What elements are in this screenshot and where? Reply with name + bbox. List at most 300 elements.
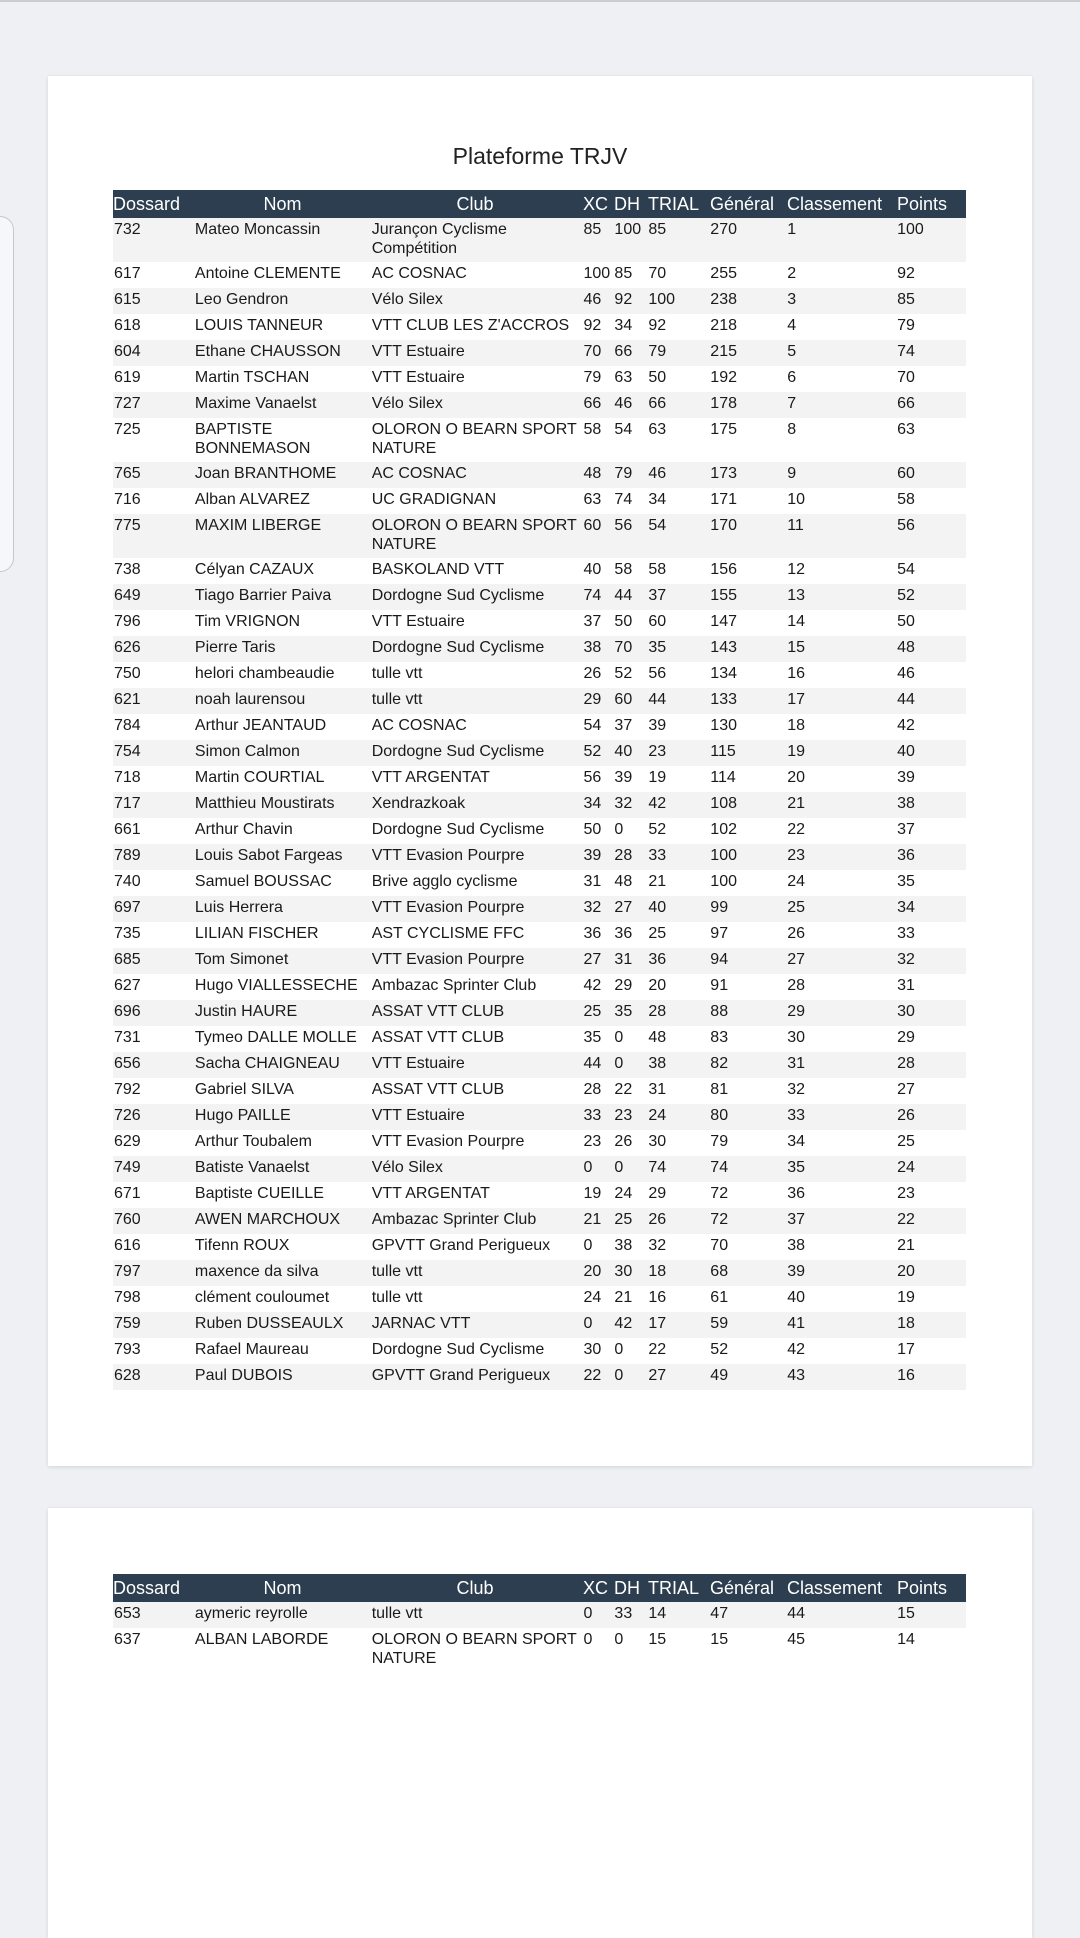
cell-trial: 34 <box>648 491 667 508</box>
cell-dh: 48 <box>614 873 633 890</box>
cell-dh: 24 <box>614 1185 633 1202</box>
table-row <box>113 662 966 688</box>
cell-classement: 39 <box>787 1263 805 1280</box>
cell-nom: Sacha CHAIGNEAU <box>194 1055 340 1072</box>
table-row <box>113 392 966 418</box>
cell-trial: 30 <box>648 1133 667 1150</box>
cell-general: 59 <box>710 1315 729 1332</box>
cell-nom: MAXIM LIBERGE <box>194 517 322 534</box>
cell-club: tulle vtt <box>371 1263 423 1280</box>
column-header-xc[interactable]: XC <box>583 1577 609 1598</box>
cell-classement: 45 <box>787 1631 805 1648</box>
cell-general: 130 <box>710 717 737 734</box>
cell-classement: 44 <box>787 1605 805 1622</box>
cell-classement: 21 <box>787 795 805 812</box>
cell-points: 39 <box>897 769 915 786</box>
column-header-points[interactable]: Points <box>897 1577 948 1598</box>
cell-dossard: 615 <box>114 291 141 308</box>
cell-xc: 70 <box>583 343 602 360</box>
cell-trial: 24 <box>648 1107 667 1124</box>
cell-points: 48 <box>897 639 915 656</box>
cell-general: 255 <box>710 265 737 282</box>
cell-trial: 27 <box>648 1367 667 1384</box>
cell-club: Jurançon Cyclisme Compétition <box>371 221 507 257</box>
cell-club: BASKOLAND VTT <box>371 561 505 578</box>
cell-general: 115 <box>710 743 736 760</box>
cell-trial: 54 <box>648 517 667 534</box>
cell-trial: 35 <box>648 639 667 656</box>
cell-points: 40 <box>897 743 915 760</box>
table-row <box>113 1000 966 1026</box>
cell-xc: 74 <box>583 587 602 604</box>
cell-general: 170 <box>710 517 737 534</box>
cell-general: 81 <box>710 1081 729 1098</box>
cell-classement: 35 <box>787 1159 805 1176</box>
cell-xc: 35 <box>583 1029 602 1046</box>
cell-points: 21 <box>897 1237 915 1254</box>
cell-dossard: 765 <box>114 465 141 482</box>
cell-classement: 25 <box>787 899 805 916</box>
cell-dossard: 629 <box>114 1133 141 1150</box>
cell-dossard: 750 <box>114 665 141 682</box>
cell-dossard: 656 <box>114 1055 141 1072</box>
cell-xc: 33 <box>583 1107 602 1124</box>
cell-classement: 28 <box>787 977 805 994</box>
cell-club: Ambazac Sprinter Club <box>371 1211 537 1228</box>
cell-classement: 20 <box>787 769 805 786</box>
column-header-nom[interactable]: Nom <box>263 1577 302 1598</box>
cell-nom: noah laurensou <box>194 691 306 708</box>
table-row <box>113 418 966 462</box>
cell-general: 155 <box>710 587 737 604</box>
cell-classement: 17 <box>787 691 805 708</box>
cell-club: ASSAT VTT CLUB <box>371 1029 505 1046</box>
cell-nom: Ruben DUSSEAULX <box>194 1315 344 1332</box>
cell-xc: 48 <box>583 465 602 482</box>
cell-dossard: 671 <box>114 1185 141 1202</box>
cell-classement: 9 <box>787 465 797 482</box>
cell-dh: 0 <box>614 1367 624 1384</box>
cell-dh: 46 <box>614 395 633 412</box>
cell-dh: 35 <box>614 1003 633 1020</box>
cell-trial: 33 <box>648 847 667 864</box>
column-header-trial[interactable]: TRIAL <box>648 193 700 214</box>
cell-xc: 46 <box>583 291 602 308</box>
cell-classement: 43 <box>787 1367 805 1384</box>
cell-xc: 28 <box>583 1081 602 1098</box>
cell-points: 31 <box>897 977 915 994</box>
cell-trial: 25 <box>648 925 667 942</box>
cell-trial: 52 <box>648 821 667 838</box>
cell-classement: 1 <box>787 221 797 238</box>
cell-dossard: 619 <box>114 369 141 386</box>
cell-general: 79 <box>710 1133 729 1150</box>
column-header-points[interactable]: Points <box>897 193 948 214</box>
cell-club: GPVTT Grand Perigueux <box>371 1237 551 1254</box>
cell-xc: 79 <box>583 369 602 386</box>
cell-dh: 38 <box>614 1237 633 1254</box>
cell-dh: 25 <box>614 1211 633 1228</box>
cell-club: Dordogne Sud Cyclisme <box>371 743 545 760</box>
cell-xc: 50 <box>583 821 602 838</box>
cell-dh: 50 <box>614 613 633 630</box>
column-header-general[interactable]: Général <box>710 193 775 214</box>
cell-trial: 38 <box>648 1055 667 1072</box>
cell-dossard: 717 <box>114 795 141 812</box>
cell-trial: 16 <box>648 1289 667 1306</box>
cell-dh: 54 <box>614 421 633 438</box>
cell-nom: Antoine CLEMENTE <box>194 265 341 282</box>
cell-classement: 10 <box>787 491 805 508</box>
cell-general: 97 <box>710 925 729 942</box>
cell-general: 83 <box>710 1029 729 1046</box>
cell-xc: 44 <box>583 1055 602 1072</box>
cell-dossard: 718 <box>114 769 141 786</box>
cell-general: 134 <box>710 665 737 682</box>
cell-general: 192 <box>710 369 737 386</box>
cell-dossard: 754 <box>114 743 141 760</box>
cell-trial: 36 <box>648 951 667 968</box>
cell-club: Dordogne Sud Cyclisme <box>371 587 545 604</box>
cell-nom: Célyan CAZAUX <box>194 561 315 578</box>
table-row <box>113 1286 966 1312</box>
cell-dossard: 725 <box>114 421 141 438</box>
cell-dh: 27 <box>614 899 633 916</box>
cell-xc: 40 <box>583 561 602 578</box>
cell-general: 173 <box>710 465 737 482</box>
cell-points: 44 <box>897 691 915 708</box>
cell-general: 80 <box>710 1107 729 1124</box>
cell-general: 70 <box>710 1237 729 1254</box>
cell-xc: 20 <box>583 1263 602 1280</box>
cell-club: Xendrazkoak <box>371 795 466 812</box>
cell-dh: 66 <box>614 343 633 360</box>
document-page-2 <box>48 1508 1032 1938</box>
cell-dh: 60 <box>614 691 633 708</box>
cell-dh: 28 <box>614 847 633 864</box>
cell-points: 100 <box>897 221 924 238</box>
cell-xc: 34 <box>583 795 602 812</box>
cell-nom: Mateo Moncassin <box>194 221 321 238</box>
table-row <box>113 514 966 558</box>
cell-dh: 0 <box>614 1341 624 1358</box>
table-row <box>113 366 966 392</box>
cell-points: 27 <box>897 1081 915 1098</box>
cell-nom: maxence da silva <box>194 1263 319 1280</box>
cell-trial: 66 <box>648 395 667 412</box>
table-row <box>113 844 966 870</box>
column-header-general[interactable]: Général <box>710 1577 775 1598</box>
cell-points: 85 <box>897 291 915 308</box>
column-header-classement[interactable]: Classement <box>787 193 883 214</box>
column-header-dossard[interactable]: Dossard <box>113 1577 181 1598</box>
cell-nom: AWEN MARCHOUX <box>194 1211 341 1228</box>
cell-xc: 30 <box>583 1341 602 1358</box>
table-row <box>113 792 966 818</box>
cell-trial: 37 <box>648 587 667 604</box>
cell-points: 66 <box>897 395 915 412</box>
cell-dh: 29 <box>614 977 633 994</box>
cell-xc: 85 <box>583 221 602 238</box>
cell-trial: 14 <box>648 1605 667 1622</box>
cell-general: 99 <box>710 899 729 916</box>
cell-points: 17 <box>897 1341 915 1358</box>
table-row <box>113 1338 966 1364</box>
cell-nom: Arthur Chavin <box>194 821 293 838</box>
cell-trial: 32 <box>648 1237 667 1254</box>
cell-general: 270 <box>710 221 737 238</box>
table-row <box>113 1260 966 1286</box>
cell-points: 24 <box>897 1159 915 1176</box>
cell-trial: 21 <box>648 873 667 890</box>
cell-dossard: 760 <box>114 1211 141 1228</box>
cell-dossard: 604 <box>114 343 141 360</box>
cell-classement: 11 <box>787 517 804 534</box>
table-row <box>113 818 966 844</box>
cell-dh: 36 <box>614 925 633 942</box>
cell-dh: 23 <box>614 1107 633 1124</box>
cell-xc: 27 <box>583 951 602 968</box>
cell-dossard: 696 <box>114 1003 141 1020</box>
cell-points: 52 <box>897 587 915 604</box>
cell-club: tulle vtt <box>371 691 423 708</box>
cell-dossard: 738 <box>114 561 141 578</box>
cell-nom: Pierre Taris <box>194 639 276 656</box>
cell-classement: 29 <box>787 1003 805 1020</box>
cell-dh: 33 <box>614 1605 633 1622</box>
cell-dh: 32 <box>614 795 633 812</box>
table-row <box>113 1104 966 1130</box>
table-row <box>113 288 966 314</box>
cell-nom: helori chambeaudie <box>194 665 335 682</box>
table-header <box>113 190 966 218</box>
table-row <box>113 1208 966 1234</box>
cell-club: AC COSNAC <box>371 717 467 734</box>
cell-dh: 0 <box>614 1029 624 1046</box>
cell-dh: 31 <box>614 951 633 968</box>
cell-nom: Louis Sabot Fargeas <box>194 847 343 864</box>
cell-trial: 56 <box>648 665 667 682</box>
table-row <box>113 1602 966 1628</box>
cell-xc: 58 <box>583 421 602 438</box>
column-header-club[interactable]: Club <box>456 193 494 214</box>
cell-general: 102 <box>710 821 737 838</box>
cell-classement: 15 <box>787 639 805 656</box>
cell-general: 82 <box>710 1055 729 1072</box>
column-header-club[interactable]: Club <box>456 1577 494 1598</box>
cell-dh: 70 <box>614 639 633 656</box>
cell-nom: Arthur Toubalem <box>194 1133 313 1150</box>
cell-xc: 22 <box>583 1367 602 1384</box>
cell-general: 147 <box>710 613 737 630</box>
table-row <box>113 974 966 1000</box>
cell-club: VTT Evasion Pourpre <box>371 899 525 916</box>
results-table-continued <box>113 1574 966 1672</box>
table-row <box>113 610 966 636</box>
cell-general: 61 <box>710 1289 729 1306</box>
column-header-dh[interactable]: DH <box>614 193 640 214</box>
cell-dossard: 626 <box>114 639 141 656</box>
cell-general: 49 <box>710 1367 729 1384</box>
table-row <box>113 896 966 922</box>
cell-general: 178 <box>710 395 737 412</box>
cell-dossard: 727 <box>114 395 141 412</box>
cell-nom: Luis Herrera <box>194 899 283 916</box>
cell-dossard: 731 <box>114 1029 141 1046</box>
cell-club: AST CYCLISME FFC <box>371 925 525 942</box>
table-row <box>113 1364 966 1390</box>
cell-classement: 42 <box>787 1341 805 1358</box>
cell-club: Dordogne Sud Cyclisme <box>371 1341 545 1358</box>
cell-general: 218 <box>710 317 737 334</box>
cell-dh: 26 <box>614 1133 633 1150</box>
table-row <box>113 1156 966 1182</box>
cell-trial: 23 <box>648 743 667 760</box>
cell-nom: Hugo PAILLE <box>194 1107 291 1124</box>
cell-points: 79 <box>897 317 915 334</box>
cell-dossard: 798 <box>114 1289 141 1306</box>
cell-dh: 58 <box>614 561 633 578</box>
cell-nom: Rafael Maureau <box>194 1341 309 1358</box>
cell-nom: Martin TSCHAN <box>194 369 310 386</box>
cell-nom: ALBAN LABORDE <box>194 1631 329 1648</box>
cell-club: OLORON O BEARN SPORT NATURE <box>371 517 577 553</box>
cell-xc: 23 <box>583 1133 602 1150</box>
cell-dossard: 735 <box>114 925 141 942</box>
cell-club: VTT Evasion Pourpre <box>371 951 525 968</box>
column-header-dh[interactable]: DH <box>614 1577 640 1598</box>
cell-club: VTT Evasion Pourpre <box>371 847 525 864</box>
cell-general: 47 <box>710 1605 729 1622</box>
cell-points: 32 <box>897 951 915 968</box>
cell-xc: 37 <box>583 613 602 630</box>
cell-xc: 19 <box>583 1185 602 1202</box>
cell-points: 74 <box>897 343 915 360</box>
cell-points: 30 <box>897 1003 915 1020</box>
table-row <box>113 558 966 584</box>
cell-dh: 0 <box>614 821 624 838</box>
column-header-dossard[interactable]: Dossard <box>113 193 181 214</box>
cell-xc: 31 <box>583 873 602 890</box>
cell-points: 92 <box>897 265 915 282</box>
cell-general: 143 <box>710 639 737 656</box>
cell-trial: 60 <box>648 613 667 630</box>
cell-trial: 19 <box>648 769 667 786</box>
cell-nom: Tom Simonet <box>194 951 289 968</box>
cell-dh: 0 <box>614 1159 624 1176</box>
cell-dossard: 775 <box>114 517 141 534</box>
cell-xc: 63 <box>583 491 602 508</box>
cell-classement: 3 <box>787 291 797 308</box>
cell-dh: 0 <box>614 1631 624 1648</box>
cell-xc: 100 <box>583 265 611 282</box>
column-header-classement[interactable]: Classement <box>787 1577 883 1598</box>
cell-trial: 22 <box>648 1341 667 1358</box>
table-row <box>113 766 966 792</box>
cell-general: 156 <box>710 561 737 578</box>
cell-classement: 33 <box>787 1107 805 1124</box>
cell-classement: 2 <box>787 265 797 282</box>
cell-classement: 19 <box>787 743 805 760</box>
cell-trial: 44 <box>648 691 667 708</box>
cell-nom: Alban ALVAREZ <box>194 491 310 508</box>
cell-xc: 38 <box>583 639 602 656</box>
cell-points: 19 <box>897 1289 915 1306</box>
cell-xc: 0 <box>583 1159 593 1176</box>
cell-dh: 56 <box>614 517 633 534</box>
cell-classement: 8 <box>787 421 797 438</box>
cell-club: VTT Estuaire <box>371 1107 465 1124</box>
cell-classement: 24 <box>787 873 805 890</box>
cell-club: VTT Estuaire <box>371 613 465 630</box>
cell-dh: 0 <box>614 1055 624 1072</box>
cell-club: UC GRADIGNAN <box>371 491 497 508</box>
cell-xc: 0 <box>583 1631 593 1648</box>
cell-points: 26 <box>897 1107 915 1124</box>
cell-dh: 100 <box>614 221 642 238</box>
table-row <box>113 740 966 766</box>
table-row <box>113 1182 966 1208</box>
cell-trial: 79 <box>648 343 667 360</box>
cell-club: VTT Estuaire <box>371 343 465 360</box>
cell-points: 50 <box>897 613 915 630</box>
cell-xc: 29 <box>583 691 602 708</box>
cell-points: 22 <box>897 1211 915 1228</box>
cell-general: 52 <box>710 1341 729 1358</box>
table-row <box>113 714 966 740</box>
page-title: Plateforme TRJV <box>452 143 628 169</box>
cell-nom: clément couloumet <box>194 1289 330 1306</box>
cell-nom: Ethane CHAUSSON <box>194 343 341 360</box>
cell-dh: 74 <box>614 491 633 508</box>
cell-club: tulle vtt <box>371 665 423 682</box>
cell-general: 72 <box>710 1211 729 1228</box>
column-header-nom[interactable]: Nom <box>263 193 302 214</box>
cell-general: 100 <box>710 847 737 864</box>
cell-nom: Gabriel SILVA <box>194 1081 294 1098</box>
table-row <box>113 636 966 662</box>
cell-trial: 29 <box>648 1185 667 1202</box>
cell-dossard: 653 <box>114 1605 141 1622</box>
cell-nom: BAPTISTE BONNEMASON <box>194 421 311 457</box>
cell-classement: 23 <box>787 847 805 864</box>
cell-xc: 0 <box>583 1237 593 1254</box>
cell-club: tulle vtt <box>371 1605 423 1622</box>
cell-club: Brive agglo cyclisme <box>371 873 518 890</box>
cell-nom: aymeric reyrolle <box>194 1605 308 1622</box>
cell-club: GPVTT Grand Perigueux <box>371 1367 551 1384</box>
cell-trial: 28 <box>648 1003 667 1020</box>
cell-dossard: 796 <box>114 613 141 630</box>
cell-dossard: 621 <box>114 691 141 708</box>
cell-club: VTT CLUB LES Z'ACCROS <box>371 317 570 334</box>
table-row <box>113 262 966 288</box>
cell-dossard: 637 <box>114 1631 141 1648</box>
cell-trial: 40 <box>648 899 667 916</box>
cell-dh: 63 <box>614 369 633 386</box>
side-panel-handle[interactable] <box>0 216 14 572</box>
cell-club: Dordogne Sud Cyclisme <box>371 821 545 838</box>
cell-dossard: 749 <box>114 1159 141 1176</box>
cell-dh: 52 <box>614 665 633 682</box>
column-header-xc[interactable]: XC <box>583 193 609 214</box>
table-row <box>113 1052 966 1078</box>
cell-trial: 85 <box>648 221 667 238</box>
cell-dossard: 784 <box>114 717 141 734</box>
cell-nom: Simon Calmon <box>194 743 300 760</box>
cell-trial: 70 <box>648 265 667 282</box>
column-header-trial[interactable]: TRIAL <box>648 1577 700 1598</box>
